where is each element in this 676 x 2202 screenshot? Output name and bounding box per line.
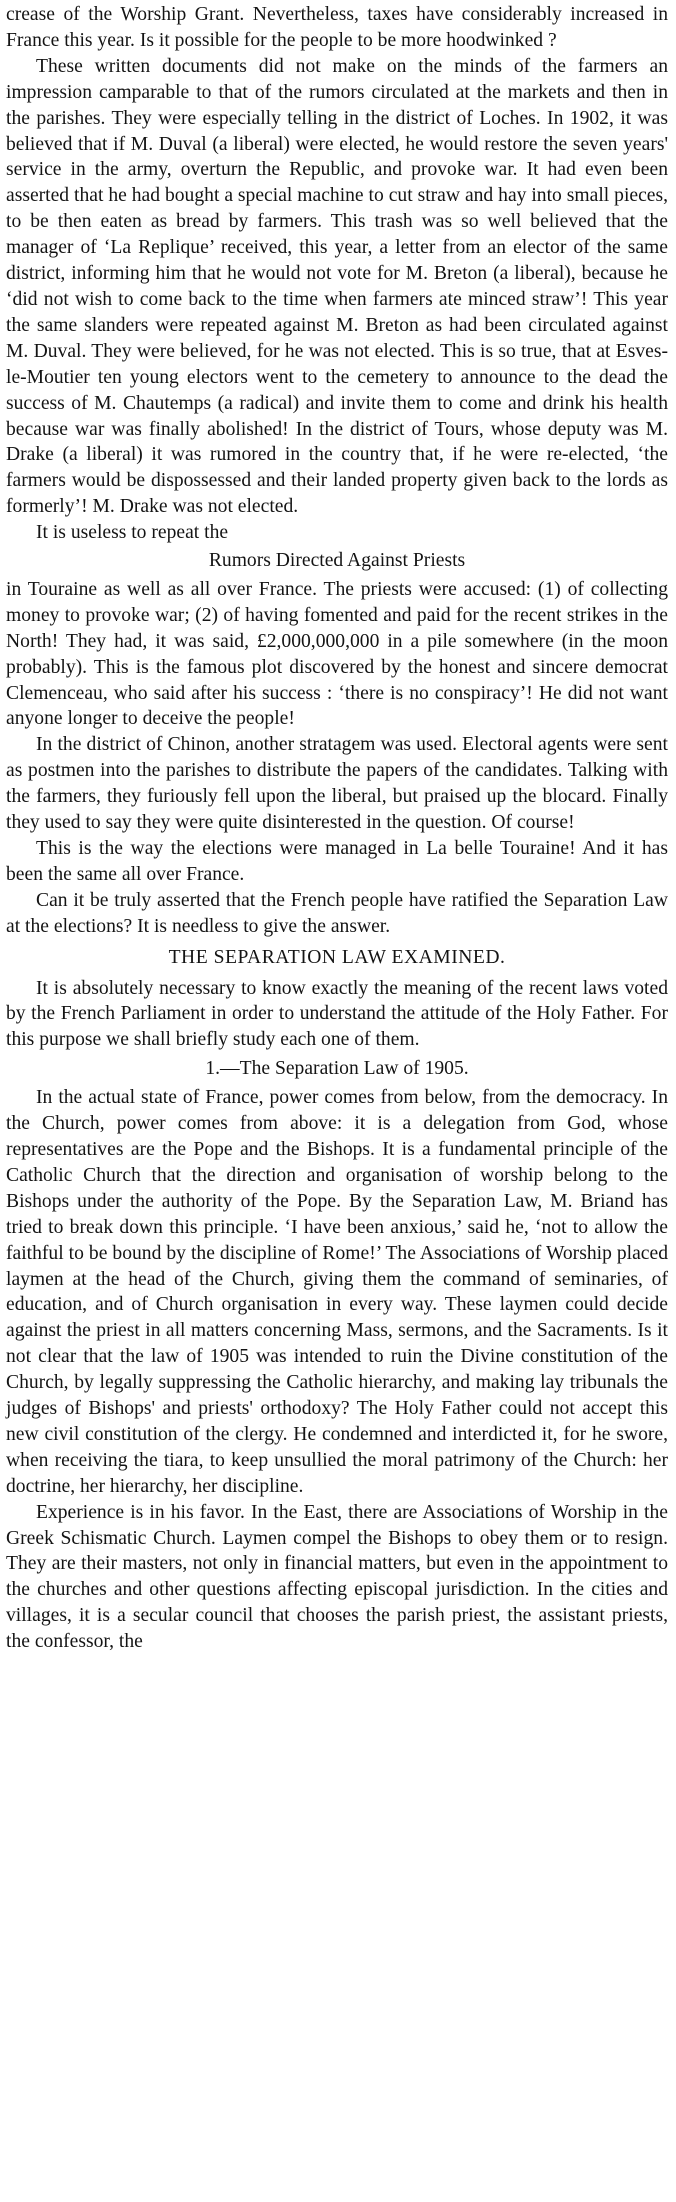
paragraph-chinon-stratagem: In the district of Chinon, another stratagem was used. Electoral agents were sent as postmen into the parishes to distribute the papers of the candidates. Talking with the farmers, they furiously fell upon the liberal, but praised up the blocard. Finally they used to say they were quite disinterested in the question. Of course!	[6, 734, 668, 834]
paragraph-rumors-farmers: These written documents did not make on the minds of the farmers an impression camparable to that of the rumors circulated at the markets and then in the parishes. They were especially telling in the district of Loches. In 1902, it was believed that if M. Duval (a liberal) were elected, he would restore the seven years' service in the army, overturn the Republic, and provoke war. It had even been asserted that he had bought a special machine to cut straw and hay into small pieces, to be then eaten as bread by farmers. This trash was so well believed that the manager of ‘La Replique’ received, this year, a letter from an elector of the same district, informing him that he would not vote for M. Breton (a liberal), because he ‘did not wish to come back to the time when farmers ate minced straw’! This year the same slanders were repeated against M. Breton as had been circulated against M. Duval. They were believed, for he was not elected. This is so true, that at Esves-le-Moutier ten young electors went to the cemetery to announce to the dead the success of M. Chautemps (a radical) and invite them to come and drink his health because war was finally abolished! In the district of Tours, whose deputy was M. Drake (a liberal) it was rumored in the country that, if he were re-elected, ‘the farmers would be dispossessed and their landed property given back to the lords as formerly’! M. Drake was not elected.	[6, 55, 668, 518]
paragraph-priests-accused: in Touraine as well as all over France. The priests were accused: (1) of collecting money to provoke war; (2) of having fomented and paid for the recent strikes in the North! They had, it was said, £2,000,000,000 in a pile somewhere (in the moon probably). This is the famous plot discovered by the honest and sincere democrat Clemenceau, who said after his success : ‘there is no conspiracy’! He did not want anyone longer to deceive the people!	[6, 578, 668, 730]
paragraph-power-from-below: In the actual state of France, power comes from below, from the democracy. In the Church, power comes from above: it is a delegation from God, whose representatives are the Pope and the Bishops. It is a fundamental principle of the Catholic Church that the direction and organisation of worship belong to the Bishops under the authority of the Pope. By the Separation Law, M. Briand has tried to break down this principle. ‘I have been anxious,’ said he, ‘not to allow the faithful to be bound by the discipline of Rome!’ The Associations of Worship placed laymen at the head of the Church, giving them the command of seminaries, of education, and of Church organisation in every way. These laymen could decide against the priest in all matters concerning Mass, sermons, and the Sacraments. Is it not clear that the law of 1905 was intended to ruin the Divine constitution of the Church, by legally suppressing the Catholic hierarchy, and making lay tribunals the judges of Bishops' and priests' orthodoxy? The Holy Father could not accept this new civil constitution of the clergy. He condemned and interdicted it, for he swore, when receiving the tiara, to keep unsullied the moral patrimony of the Church: her doctrine, her hierarchy, her discipline.	[6, 1087, 668, 1497]
heading-separation-law-examined: THE SEPARATION LAW EXAMINED.	[168, 946, 506, 968]
heading-rumors-against-priests: Rumors Directed Against Priests	[208, 550, 466, 572]
heading-separation-law-1905: 1.—The Separation Law of 1905.	[205, 1058, 469, 1080]
paragraph-worship-grant: crease of the Worship Grant. Nevertheless, taxes have considerably increased in France this year. Is it possible for the people to be more hoodwinked ?	[6, 4, 668, 51]
paragraph-experience-in-his-favor: Experience is in his favor. In the East, there are Associations of Worship in the Greek Schismatic Church. Laymen compel the Bishops to obey them or to resign. They are their masters, not only in financial matters, but even in the appointment to the churches and other questions affecting episcopal jurisdiction. In the cities and villages, it is a secular council that chooses the parish priest, the assistant priests, the confessor, the	[6, 1501, 668, 1653]
paragraph-elections-managed: This is the way the elections were managed in La belle Touraine! And it has been the same all over France.	[6, 838, 668, 885]
paragraph-useless-to-repeat: It is useless to repeat the	[36, 522, 229, 544]
paragraph-meaning-of-laws: It is absolutely necessary to know exactly the meaning of the recent laws voted by the French Parliament in order to understand the attitude of the Holy Father. For this purpose we shall briefly study each one of them.	[6, 977, 668, 1051]
paragraph-ratified-question: Can it be truly asserted that the French people have ratified the Separation Law at the elections? It is needless to give the answer.	[6, 889, 668, 937]
